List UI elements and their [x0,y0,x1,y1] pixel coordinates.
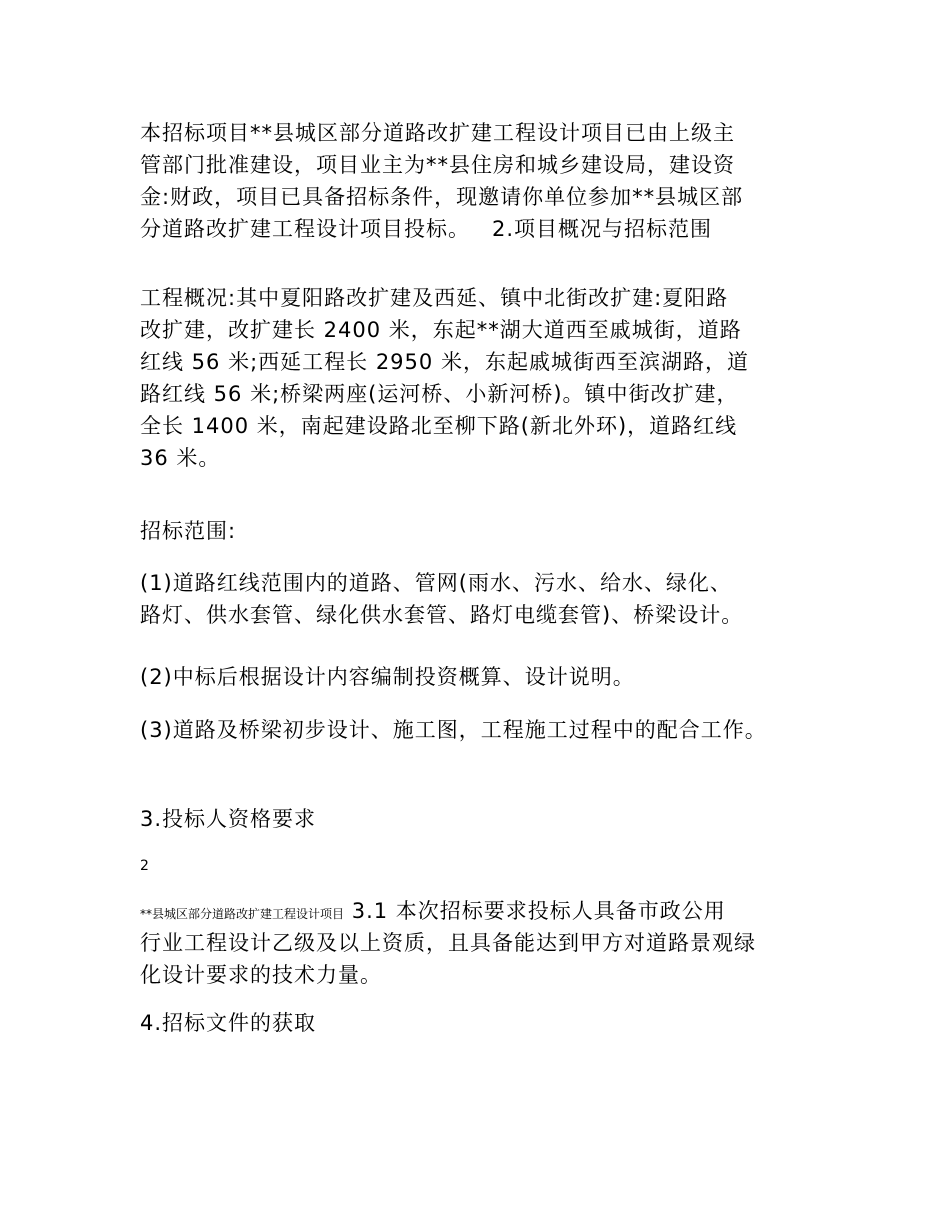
text-line: 化设计要求的技术力量。 [140,963,382,987]
text-line: 本招标项目**县城区部分道路改扩建工程设计项目已由上级主 [140,121,735,145]
text-line: 36 米。 [140,446,221,470]
text-segment: 分道路改扩建工程设计项目投标。 [140,217,470,241]
text-segment: 3.1 本次招标要求投标人具备市政公用 [351,899,726,923]
text-line: (2)中标后根据设计内容编制投资概算、设计说明。 [140,665,635,689]
section4-heading [140,1007,840,1039]
text-line: 红线 56 米;西延工程长 2950 米，东起戚城街西至滨湖路，道 [140,350,749,374]
text-line [140,895,840,927]
project-intro-paragraph [140,117,840,245]
text-line: 行业工程设计乙级及以上资质，且具备能达到甲方对道路景观绿 [140,931,756,955]
text-line: 工程概况:其中夏阳路改扩建及西延、镇中北街改扩建:夏阳路 [140,286,729,310]
text-line: 改扩建，改扩建长 2400 米，东起**湖大道西至戚城街，道路 [140,318,742,342]
running-header: **县城区部分道路改扩建工程设计项目 [140,907,345,921]
project-overview-paragraph [140,282,840,474]
text-line: 3.投标人资格要求 [140,807,317,831]
text-line: 4.招标文件的获取 [140,1011,317,1035]
text-line: 管部门批准建设，项目业主为**县住房和城乡建设局，建设资 [140,153,735,177]
text-line: 金:财政，项目已具备招标条件，现邀请你单位参加**县城区部 [140,185,744,209]
text-line: 全长 1400 米，南起建设路北至柳下路(新北外环)，道路红线 [140,414,738,438]
text-line: 路灯、供水套管、绿化供水套管、路灯电缆套管)、桥梁设计。 [140,603,744,627]
text-line: 路红线 56 米;桥梁两座(运河桥、小新河桥)。镇中街改扩建， [140,382,739,406]
page-number: 2 [140,858,149,874]
text-line: (3)道路及桥梁初步设计、施工图，工程施工过程中的配合工作。 [140,718,767,742]
text-line: (1)道路红线范围内的道路、管网(雨水、污水、给水、绿化、 [140,571,732,595]
scope-label [140,515,840,547]
scope-item-1 [140,567,840,631]
scope-item-3 [140,714,840,746]
section2-heading: 2.项目概况与招标范围 [492,217,713,241]
section3-heading [140,803,840,835]
qualification-paragraph [140,895,840,991]
text-line: 招标范围: [140,519,237,543]
scope-item-2 [140,661,840,693]
text-line [140,213,840,245]
